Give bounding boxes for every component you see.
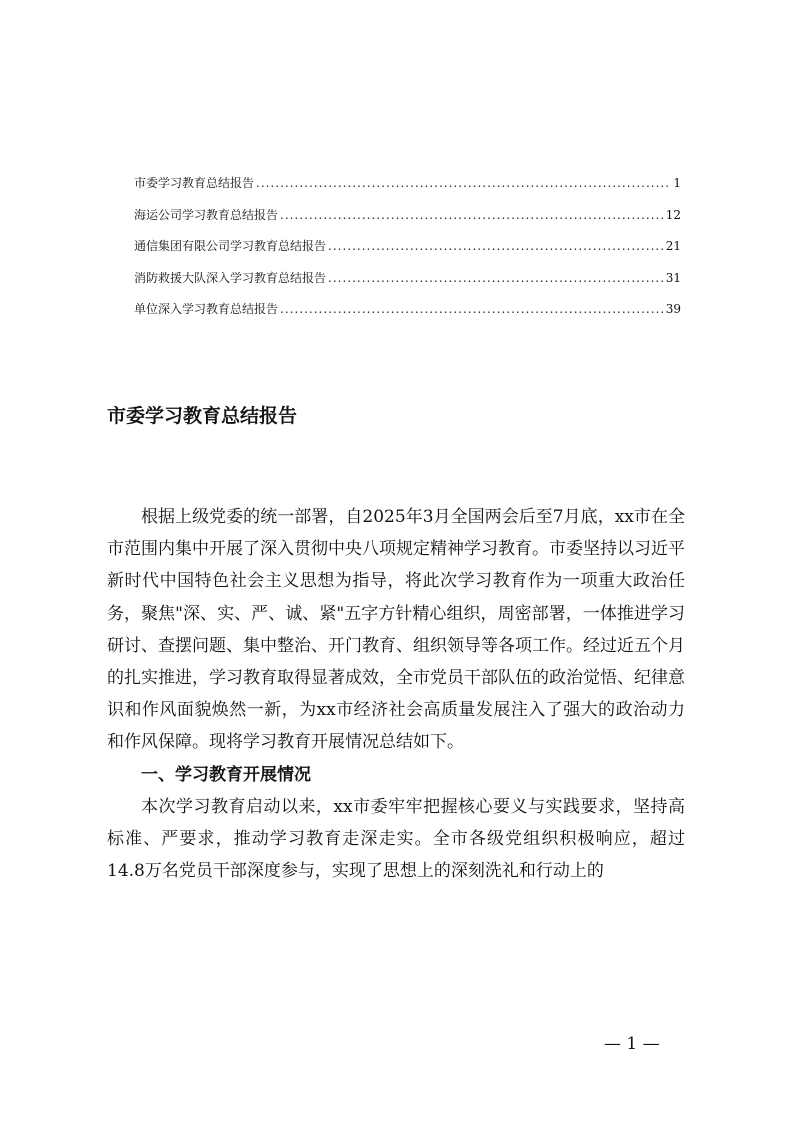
toc-item-title: 海运公司学习教育总结报告: [134, 207, 279, 222]
toc-leader-dots: [328, 239, 664, 253]
toc-item-page: 39: [665, 302, 681, 316]
section-heading: 一、学习教育开展情况: [141, 764, 311, 785]
toc-item-page: 12: [665, 207, 681, 222]
toc-item[interactable]: [134, 237, 681, 269]
toc-item[interactable]: [134, 174, 681, 206]
toc-leader-dots: [280, 302, 664, 316]
page-number: — 1 —: [604, 1034, 660, 1054]
toc-item-page: 31: [665, 270, 681, 285]
toc-leader-dots: [256, 176, 671, 190]
toc-item-page: 1: [673, 176, 681, 190]
table-of-contents: [134, 174, 681, 332]
toc-item-title: 市委学习教育总结报告: [134, 176, 255, 190]
toc-item[interactable]: [134, 269, 681, 301]
toc-item[interactable]: [134, 300, 681, 332]
toc-leader-dots: [328, 271, 664, 285]
toc-item-title: 单位深入学习教育总结报告: [134, 302, 279, 316]
toc-item-title: 消防救援大队深入学习教育总结报告: [134, 270, 327, 285]
toc-item[interactable]: [134, 206, 681, 238]
document-body: [107, 501, 685, 887]
section-paragraph: 本次学习教育启动以来，xx市委牢牢把握核心要义与实践要求，坚持高标准、严要求，推动学习教育走深走实。全市各级党组织积极响应，超过14.8万名党员干部深度参与，实现了思想上的深刻洗礼和行动上的: [107, 796, 685, 882]
intro-paragraph: 根据上级党委的统一部署，自2025年3月全国两会后至7月底，xx市在全市范围内集中开展了深入贯彻中央八项规定精神学习教育。市委坚持以习近平新时代中国特色社会主义思想为指导，将此次学习教育作为一项重大政治任务，聚焦"深、实、严、诚、紧"五字方针精心组织，周密部署，一体推进学习研讨、查摆问题、集中整治、开门教育、组织领导等各项工作。经过近五个月的扎实推进，学习教育取得显著成效，全市党员干部队伍的政治觉悟、纪律意识和作风面貌焕然一新，为xx市经济社会高质量发展注入了强大的政治动力和作风保障。现将学习教育开展情况总结如下。: [107, 507, 685, 753]
toc-leader-dots: [280, 208, 664, 222]
toc-item-title: 通信集团有限公司学习教育总结报告: [134, 239, 327, 253]
document-title: 市委学习教育总结报告: [107, 405, 298, 427]
toc-item-page: 21: [665, 239, 681, 253]
